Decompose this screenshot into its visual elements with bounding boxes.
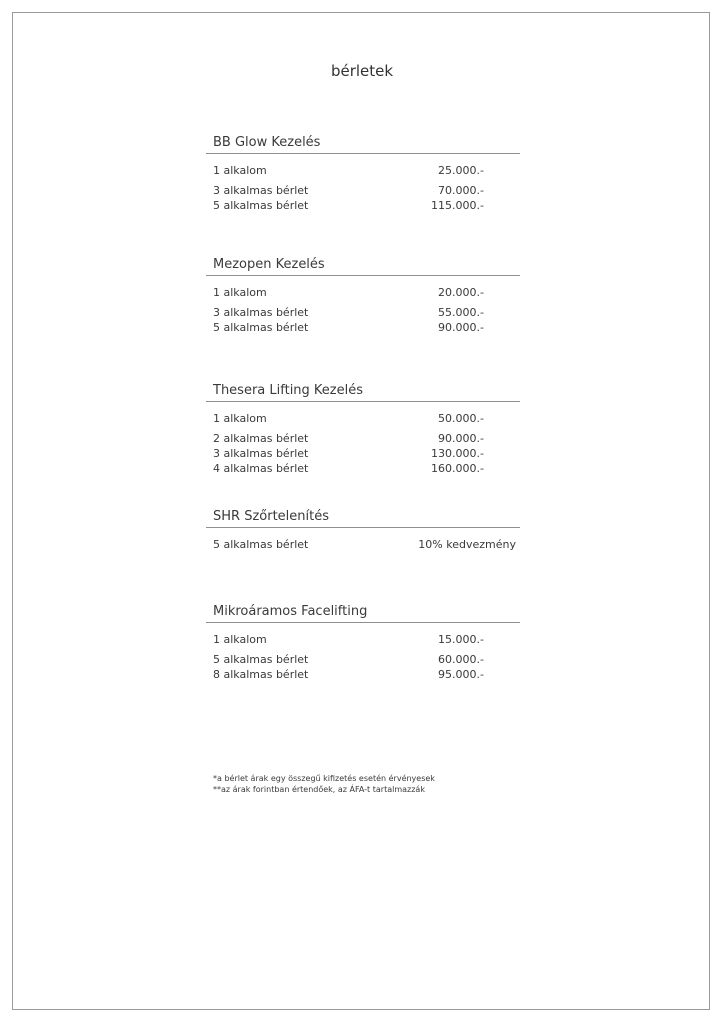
price-row [206,632,520,647]
section-title: BB Glow Kezelés [206,134,520,154]
row-price: 160.000.- [431,462,484,475]
section-title: Mezopen Kezelés [206,256,520,276]
row-price: 25.000.- [438,164,484,177]
price-row [206,652,520,667]
row-label: 1 alkalom [213,286,267,299]
row-label: 8 alkalmas bérlet [213,668,309,681]
section-title: Thesera Lifting Kezelés [206,382,520,402]
footnotes [213,773,435,795]
row-price: 95.000.- [438,668,484,681]
row-price: 20.000.- [438,286,484,299]
price-row [206,183,520,198]
price-row [206,431,520,446]
row-label: 2 alkalmas bérlet [213,432,309,445]
row-label: 3 alkalmas bérlet [213,184,309,197]
row-price: 130.000.- [431,447,484,460]
row-label: 4 alkalmas bérlet [213,462,309,475]
price-section-shr [206,508,520,557]
price-section-mikroaramos [206,603,520,682]
row-price: 15.000.- [438,633,484,646]
row-price: 90.000.- [438,321,484,334]
footnote: *a bérlet árak egy összegű kifizetés esetén érvényesek [213,774,435,783]
price-row [206,537,520,552]
price-row [206,446,520,461]
page-title: bérletek [330,62,394,80]
section-title: SHR Szőrtelenítés [206,508,520,528]
row-label: 3 alkalmas bérlet [213,447,309,460]
price-row [206,461,520,476]
row-price: 60.000.- [438,653,484,666]
row-price: 50.000.- [438,412,484,425]
row-price: 55.000.- [438,306,484,319]
row-label: 5 alkalmas bérlet [213,321,309,334]
row-label: 1 alkalom [213,412,267,425]
row-label: 5 alkalmas bérlet [213,653,309,666]
footnote: **az árak forintban értendőek, az ÁFA-t tartalmazzák [213,785,425,794]
price-row [206,198,520,213]
price-section-mezopen [206,256,520,335]
row-price: 115.000.- [431,199,484,212]
price-row [206,163,520,178]
price-section-thesera-lifting [206,382,520,476]
row-price: 10% kedvezmény [418,538,516,551]
row-label: 3 alkalmas bérlet [213,306,309,319]
price-row [206,305,520,320]
row-label: 5 alkalmas bérlet [213,199,309,212]
price-row [206,285,520,300]
price-row [206,667,520,682]
row-label: 1 alkalom [213,164,267,177]
row-label: 5 alkalmas bérlet [213,538,309,551]
row-price: 90.000.- [438,432,484,445]
row-price: 70.000.- [438,184,484,197]
row-label: 1 alkalom [213,633,267,646]
price-row [206,320,520,335]
price-section-bb-glow [206,134,520,213]
section-title: Mikroáramos Facelifting [206,603,520,623]
price-row [206,411,520,426]
